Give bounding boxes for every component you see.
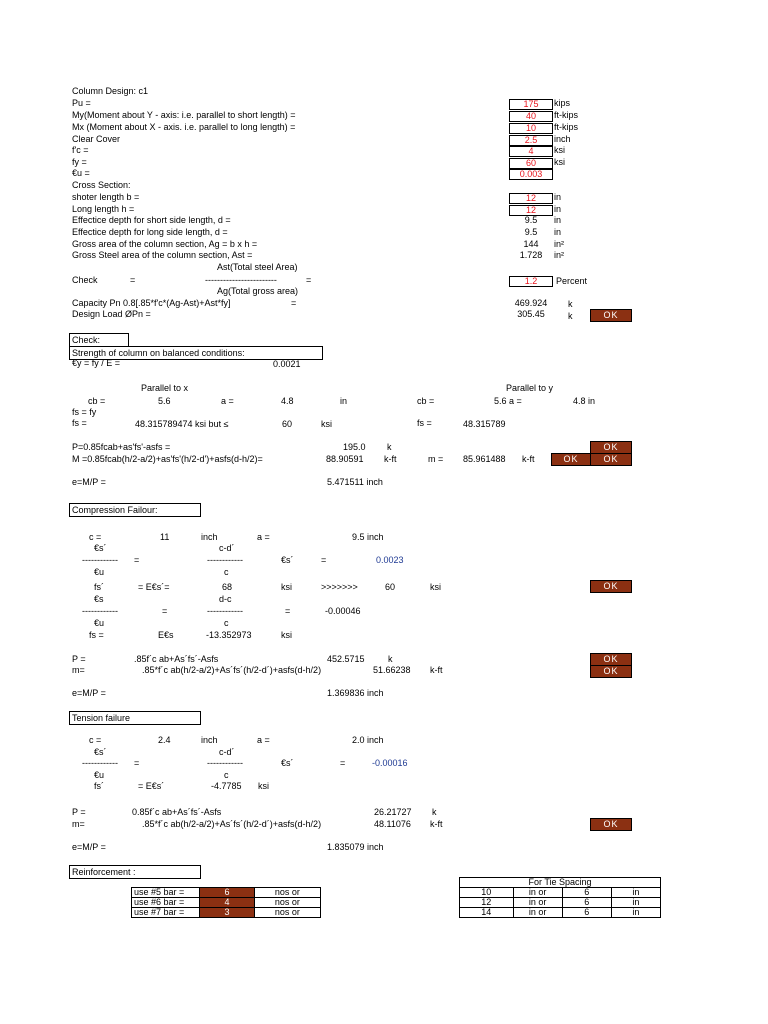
h-label: Long length h =: [72, 204, 135, 214]
tie-or: in or: [513, 908, 562, 918]
eq-3: =: [162, 606, 168, 616]
unit-in2-ast: in²: [554, 250, 565, 260]
ok-badge-m-balanced: OK: [590, 453, 632, 466]
bar-count[interactable]: 4: [200, 898, 254, 908]
a-y-value: 4.8 in: [573, 396, 596, 406]
c-comp-unit: inch: [201, 532, 218, 542]
bar-count[interactable]: 6: [200, 888, 254, 898]
bar-unit: nos or: [254, 898, 320, 908]
compression-title: Compression Failour:: [69, 503, 201, 517]
bar-table: [131, 887, 321, 918]
pu-input[interactable]: 175: [509, 99, 553, 110]
fs-comp-value: -13.352973: [206, 630, 252, 640]
p-ten-unit: k: [432, 807, 437, 817]
ten-divider-2: ------------: [207, 758, 243, 768]
bar-count[interactable]: 3: [200, 908, 254, 918]
a-x-value: 4.8: [281, 396, 294, 406]
c-comp-label: c =: [89, 532, 102, 542]
p-ten-label: P =: [72, 807, 86, 817]
ag-value: 144: [523, 239, 539, 249]
fc-label: f'c =: [72, 145, 89, 155]
fs-y-label: fs =: [417, 418, 432, 428]
unit-in2-ag: in²: [554, 239, 565, 249]
h-input[interactable]: 12: [509, 205, 553, 216]
ratio-numerator: Ast(Total steel Area): [217, 262, 298, 272]
bar-unit: nos or: [254, 908, 320, 918]
es-num: €s: [94, 594, 104, 604]
unit-in-d2: in: [554, 227, 562, 237]
m-ten-eq: .85*f´c ab(h/2-a/2)+As´fs´(h/2-d´)+asfs(d-h/2): [142, 819, 322, 829]
fs-prime-limit-unit: ksi: [430, 582, 441, 592]
cd-num: c-d´: [219, 543, 235, 553]
ok-badge-m2: OK: [551, 453, 591, 466]
m2-unit: k-ft: [522, 454, 535, 464]
unit-ftkips-mx: ft-kips: [554, 122, 579, 132]
reinforcement-title: Reinforcement :: [69, 865, 201, 879]
eu-label: €u =: [72, 168, 90, 178]
es-prime-value: 0.0023: [376, 555, 404, 565]
divider-3: ------------: [82, 606, 118, 616]
m2-label: m =: [428, 454, 444, 464]
fs-prime-label: fs´: [94, 582, 104, 592]
tie-spacing-table: [459, 877, 661, 918]
c-comp-value: 11: [160, 532, 170, 542]
divider-4: ------------: [207, 606, 243, 616]
e-comp-value: 1.369836 inch: [327, 688, 384, 698]
fs-comp-eq: E€s: [158, 630, 174, 640]
bar-label: use #6 bar =: [132, 898, 200, 908]
capacity-value: 469.924: [514, 298, 548, 308]
ok-badge-m-ten: OK: [590, 818, 632, 831]
a-comp-label: a =: [257, 532, 270, 542]
ten-es-prime-num: €s´: [94, 747, 107, 757]
bar-label: use #7 bar =: [132, 908, 200, 918]
p-ten-eq: 0.85f´c ab+As´fs´-Asfs: [132, 807, 222, 817]
check-label: Check: [72, 275, 98, 285]
es-prime-label: €s´: [281, 555, 294, 565]
ok-badge-m-comp: OK: [590, 665, 632, 678]
table-header-row: [460, 878, 661, 888]
design-load-label: Design Load ØPn =: [72, 309, 151, 319]
tie-value-2: 6: [562, 888, 611, 898]
fs-prime-unit: ksi: [281, 582, 292, 592]
cb-x-value: 5.6: [158, 396, 171, 406]
bar-label: use #5 bar =: [132, 888, 200, 898]
check-box: Check:: [69, 333, 129, 347]
e-ten-label: e=M/P =: [72, 842, 106, 852]
pu-label: Pu =: [72, 98, 91, 108]
percent-input[interactable]: 1.2: [509, 276, 553, 287]
unit-ksi-fc: ksi: [554, 145, 565, 155]
unit-kips: kips: [554, 98, 571, 108]
mx-input[interactable]: 10: [509, 123, 553, 134]
ratio-divider: ------------------------: [205, 275, 277, 285]
ten-cd-num: c-d´: [219, 747, 235, 757]
tie-spacing-title: For Tie Spacing: [460, 878, 661, 888]
p-balanced-unit: k: [387, 442, 392, 452]
tension-title: Tension failure: [69, 711, 201, 725]
my-input[interactable]: 40: [509, 111, 553, 122]
table-row: [460, 898, 661, 908]
p-ten-value: 26.21727: [374, 807, 412, 817]
p-comp-unit: k: [388, 654, 393, 664]
ey-value: 0.0021: [273, 359, 301, 369]
bar-unit: nos or: [254, 888, 320, 898]
unit-inch: inch: [554, 134, 571, 144]
d1-value: 9.5: [524, 215, 538, 225]
ten-fs-prime-value: -4.7785: [211, 781, 242, 791]
dc-num: d-c: [219, 594, 232, 604]
p-comp-label: P =: [72, 654, 86, 664]
m-comp-label: m=: [72, 665, 85, 675]
table-row: [132, 898, 321, 908]
fs-y-value: 48.315789: [463, 419, 506, 429]
p-comp-eq: .85f´c ab+As´fs´-Asfs: [134, 654, 219, 664]
tie-value-2: 6: [562, 898, 611, 908]
fy-input[interactable]: 60: [509, 158, 553, 169]
m-balanced-eq: M =0.85fcab(h/2-a/2)+as'fs'(h/2-d')+asfs(d-h/2)=: [72, 454, 263, 464]
p-balanced-value: 195.0: [343, 442, 366, 452]
ten-divider-1: ------------: [82, 758, 118, 768]
m-ten-unit: k-ft: [430, 819, 443, 829]
ok-badge-p-balanced: OK: [590, 441, 632, 454]
unit-in-b: in: [554, 192, 562, 202]
m-ten-value: 48.11076: [374, 819, 411, 829]
check-eq: =: [130, 275, 136, 285]
cross-section-label: Cross Section:: [72, 180, 131, 190]
fs-limit-unit: ksi: [321, 419, 332, 429]
fs-limit: 60: [282, 419, 293, 429]
c-den-2: c: [224, 618, 229, 628]
e-balanced-label: e=M/P =: [72, 477, 106, 487]
c-den: c: [224, 567, 229, 577]
ten-c-den: c: [224, 770, 229, 780]
p-comp-value: 452.5715: [327, 654, 365, 664]
m-comp-eq: .85*f´c ab(h/2-a/2)+As´fs´(h/2-d´)+asfs(d-h/2): [142, 665, 322, 675]
divider-2: ------------: [207, 555, 243, 565]
tie-or: in or: [513, 898, 562, 908]
a-x-unit: in: [340, 396, 348, 406]
ten-fs-prime-eq: = E€s´: [138, 781, 165, 791]
a-x-label: a =: [221, 396, 234, 406]
divider-1: ------------: [82, 555, 118, 565]
ast-label: Gross Steel area of the column section, Ast =: [72, 250, 253, 260]
unit-ksi-fy: ksi: [554, 157, 565, 167]
parallel-x-label: Parallel to x: [141, 383, 189, 393]
tie-value: 14: [460, 908, 514, 918]
fc-input[interactable]: 4: [509, 146, 553, 157]
table-row: [460, 888, 661, 898]
fs-comp-unit: ksi: [281, 630, 292, 640]
a-ten-value: 2.0 inch: [352, 735, 384, 745]
my-label: My(Moment about Y - axis: i.e. parallel to short length) =: [72, 110, 296, 120]
fs-comp-label: fs =: [89, 630, 104, 640]
m-comp-value: 51.66238: [373, 665, 411, 675]
p-balanced-eq: P=0.85fcab+as'fs'-asfs =: [72, 442, 171, 452]
capacity-label: Capacity Pn 0.8[.85*f'c*(Ag-Ast)+Ast*fy]: [72, 298, 231, 308]
table-row: [460, 908, 661, 918]
unit-k-capacity: k: [568, 299, 573, 309]
fs-x-value: 48.315789474 ksi but ≤: [135, 419, 229, 429]
b-input[interactable]: 12: [509, 193, 553, 204]
parallel-y-label: Parallel to y: [506, 383, 554, 393]
cover-input[interactable]: 2.5: [509, 135, 553, 146]
d1-label: Effectice depth for short side length, d =: [72, 215, 231, 225]
cover-label: Clear Cover: [72, 134, 121, 144]
design-title: Column Design: c1: [72, 86, 149, 96]
eu-input[interactable]: 0.003: [509, 169, 553, 180]
arrows: >>>>>>>: [321, 582, 358, 592]
m-ten-label: m=: [72, 819, 85, 829]
m-balanced-unit: k-ft: [384, 454, 397, 464]
e-comp-label: e=M/P =: [72, 688, 106, 698]
e-balanced-value: 5.471511 inch: [327, 477, 383, 487]
fs-prime-limit: 60: [385, 582, 396, 592]
unit-in-d1: in: [554, 215, 562, 225]
capacity-eq: =: [291, 298, 297, 308]
fs-prime-eq: = E€s´=: [138, 582, 170, 592]
es-value: -0.00046: [325, 606, 361, 616]
a-ten-label: a =: [257, 735, 270, 745]
ten-eu-den: €u: [94, 770, 105, 780]
cb-y-label: cb =: [417, 396, 435, 406]
fy-label: fy =: [72, 157, 87, 167]
e-ten-value: 1.835079 inch: [327, 842, 384, 852]
d2-label: Effectice depth for long side length, d =: [72, 227, 228, 237]
fs-x-label: fs =: [72, 418, 87, 428]
ok-badge-fs-prime: OK: [590, 580, 632, 593]
es-prime-num: €s´: [94, 543, 107, 553]
tie-unit: in: [611, 908, 660, 918]
c-ten-label: c =: [89, 735, 102, 745]
c-ten-unit: inch: [201, 735, 218, 745]
d2-value: 9.5: [524, 227, 538, 237]
unit-percent: Percent: [556, 276, 588, 286]
ok-badge-design: OK: [590, 309, 632, 322]
m-comp-unit: k-ft: [430, 665, 443, 675]
tie-unit: in: [611, 898, 660, 908]
cb-y-value: 5.6 a =: [494, 396, 522, 406]
unit-k-design: k: [568, 311, 573, 321]
ratio-denominator: Ag(Total gross area): [217, 286, 299, 296]
m2-value: 85.961488: [463, 454, 506, 464]
ten-es-prime-label: €s´: [281, 758, 294, 768]
balanced-title: Strength of column on balanced conditions:: [69, 346, 323, 360]
unit-ftkips-my: ft-kips: [554, 110, 579, 120]
a-comp-value: 9.5 inch: [352, 532, 384, 542]
table-row: [132, 908, 321, 918]
ey-label: €y = fy / E =: [72, 358, 121, 368]
m-balanced-value: 88.90591: [326, 454, 364, 464]
ten-fs-prime-label: fs´: [94, 781, 104, 791]
fs-fy-label: fs = fy: [72, 407, 97, 417]
c-ten-value: 2.4: [158, 735, 171, 745]
check-eq2: =: [306, 275, 312, 285]
eu-den-2: €u: [94, 618, 105, 628]
mx-label: Mx (Moment about X - axis. i.e. parallel to long length) =: [72, 122, 296, 132]
ten-eq-1: =: [134, 758, 140, 768]
tie-or: in or: [513, 888, 562, 898]
ten-fs-prime-unit: ksi: [258, 781, 269, 791]
ok-badge-p-comp: OK: [590, 653, 632, 666]
tie-value: 12: [460, 898, 514, 908]
ag-label: Gross area of the column section, Ag = b x h =: [72, 239, 258, 249]
eu-den: €u: [94, 567, 105, 577]
table-row: [132, 888, 321, 898]
unit-in-h: in: [554, 204, 562, 214]
ast-value: 1.728: [519, 250, 543, 260]
eq-1: =: [134, 555, 140, 565]
fs-prime-value: 68: [222, 582, 233, 592]
tie-value-2: 6: [562, 908, 611, 918]
eq-2: =: [321, 555, 327, 565]
ten-es-prime-value: -0.00016: [372, 758, 408, 768]
eq-4: =: [285, 606, 291, 616]
tie-value: 10: [460, 888, 514, 898]
b-label: shoter length b =: [72, 192, 140, 202]
tie-unit: in: [611, 888, 660, 898]
cb-x-label: cb =: [88, 396, 106, 406]
design-load-value: 305.45: [517, 309, 545, 319]
ten-eq-2: =: [340, 758, 346, 768]
